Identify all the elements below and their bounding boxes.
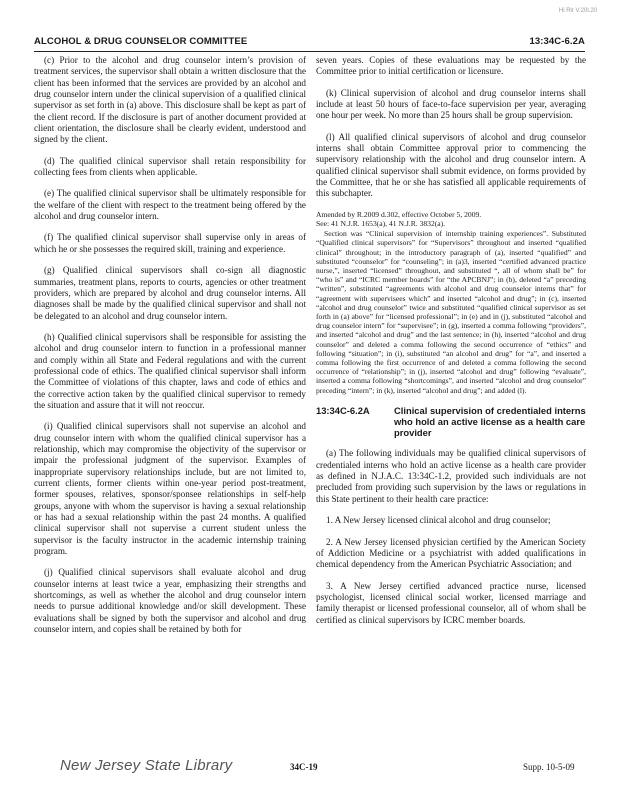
section-item-3: 3. A New Jersey certified advanced practice nurse, licensed psychologist, licensed clinical social worker, licensed marriage and family therapist or licensed professional counselor, all of whom shall be certified as clinical supervisors by ICRC member boards. bbox=[316, 580, 586, 625]
see-note: See: 41 N.J.R. 1653(a), 41 N.J.R. 3832(a). bbox=[316, 218, 446, 228]
archive-stamp: Hi Rlr V.20l.20 bbox=[558, 8, 597, 14]
paragraph-l: (l) All qualified clinical supervisors of alcohol and drug counselor interns shall obtain Committee approval prior to commencing the supervisory relationship with the alcohol and drug counselor intern. A qualified clinical supervisor shall submit evidence, on forms provided by the Committee, that he or she has satisfied all applicable requirements of this subchapter. bbox=[316, 131, 586, 199]
header-section-ref: 13:34C-6.2A bbox=[529, 36, 585, 47]
page-number: 34C-19 bbox=[290, 762, 318, 772]
paragraph-i: (i) Qualified clinical supervisors shall not supervise an alcohol and drug counselor intern with whom the qualified clinical supervisor has a relationship, which may compromise the objectivity of the supervisor or impair the professional judgment of the supervisor. Examples of inappropriate supervisory relationships include, but are not limited to, current clients, former clients within one-year period post-treatment, former spouses, relatives, sponsor/sponsee relationships in self-help groups, anyone with whom the supervisor is having a sexual relationship or has had a sexual relationship within the past 24 months. A qualified clinical supervisor shall not supervise a current student unless the supervisor is the faculty instructor in the academic internship training program. bbox=[34, 421, 306, 557]
paragraph-c: (c) Prior to the alcohol and drug counselor intern’s provision of treatment services, the supervisor shall obtain a written disclosure that the client has been informed that the services are provided by an alcohol and drug counselor intern under the clinical supervision of a qualified clinical supervisor as set forth in (a) above. This disclosure shall be kept as part of the client record. If the disclosure is part of another document provided at client orientation, the disclosure shall be clearly evident, understood and signed by the client. bbox=[34, 55, 306, 145]
left-column bbox=[34, 55, 306, 645]
amended-note: Amended by R.2009 d.302, effective October 5, 2009. bbox=[316, 209, 482, 219]
header-rule bbox=[34, 51, 585, 52]
header-title: ALCOHOL & DRUG COUNSELOR COMMITTEE bbox=[34, 36, 248, 47]
library-watermark: New Jersey State Library bbox=[60, 757, 233, 774]
amendment-notes bbox=[316, 210, 586, 395]
supplement-date: Supp. 10-5-09 bbox=[523, 762, 575, 772]
history-note: Section was “Clinical supervision of internship training experiences”. Substituted “Qualified clinical supervisors” for “Supervisors” throughout and inserted “qualified clinical” throughout; in the introductory paragraph of (a), inserted “qualified” and substituted “counselor” for “counseling”; in (a)3, inserted “certified advanced practice nurse,”, inserted “licensed” throughout, and substituted “, all of whom shall be” for “who is” and “ICRC member boards” for “the APCBNJ”; in (b), deleted “a” preceding “written”, substituted “agreements with alcohol and drug counselor interns that” for “agreement with supervisees which” and inserted “alcohol and drug”; in (c), inserted “alcohol and drug counselor” twice and substituted “qualified clinical supervisor as set forth in (a) above” for “licensed professional”; in (e) and in (j), substituted “alcohol and drug counselor intern” for “supervisee”; in (g), inserted a comma following “providers”, and inserted “alcohol and drug” and the last sentence; in (h), inserted “alcohol and drug counselor” and deleted a comma following the second occurrence of “ethics” and following “situation”; in (i), substituted “an alcohol and drug” for “a”, and inserted a comma following the first occurrence of and deleted a comma following the second occurrence of “relationship”; in (j), inserted “alcohol and drug” following “evaluate”, inserted a comma following “shortcomings”, and inserted “alcohol and drug counselor” preceding “intern”; in (k), inserted “alcohol and drug”; and added (l). bbox=[316, 229, 586, 395]
section-title: Clinical supervision of credentialed interns who hold an active license as a health care provider bbox=[394, 404, 586, 439]
paragraph-g: (g) Qualified clinical supervisors shall co-sign all diagnostic summaries, treatment plans, reports to courts, agencies or other treatment providers, which are prepared by alcohol and drug counselor interns. All diagnoses shall be made by the qualified clinical supervisor and shall not be delegated to an alcohol and drug counselor intern. bbox=[34, 265, 306, 321]
section-heading bbox=[316, 405, 586, 439]
section-item-2: 2. A New Jersey licensed physician certified by the American Society of Addiction Medicine or a psychiatrist with added qualifications in chemical dependency from the American Psychiatric Association; and bbox=[316, 536, 586, 570]
paragraph-k: (k) Clinical supervision of alcohol and drug counselor interns shall include at least 50 hours of face-to-face supervision per year, averaging one hour per week. No more than 25 hours shall be group supervision. bbox=[316, 87, 586, 121]
paragraph-h: (h) Qualified clinical supervisors shall be responsible for assisting the alcohol and drug counselor intern to function in a professional manner and comply within all State and Federal regulations and with the current professional code of ethics. The qualified clinical supervisor shall inform the Committee of violations of this chapter, laws and code of ethics and the corrective action taken by the qualified clinical supervisor to remedy the situation and assure that it will not reoccur. bbox=[34, 331, 306, 410]
paragraph-f: (f) The qualified clinical supervisor shall supervise only in areas of which he or she possesses the required skill, training and experience. bbox=[34, 232, 306, 254]
paragraph-d: (d) The qualified clinical supervisor shall retain responsibility for collecting fees from clients when applicable. bbox=[34, 155, 306, 178]
section-item-1: 1. A New Jersey licensed clinical alcohol and drug counselor; bbox=[326, 515, 551, 526]
running-header bbox=[34, 36, 585, 47]
section-number: 13:34C-6.2A bbox=[316, 404, 370, 416]
paragraph-j: (j) Qualified clinical supervisors shall evaluate alcohol and drug counselor interns at least twice a year, emphasizing their strengths and shortcomings, as well as whether the alcohol and drug counselor intern needs to pursue additional knowledge and/or skill development. These evaluations shall be signed by both the supervisor and alcohol and drug counselor intern, and copies shall be retained by both for bbox=[34, 567, 306, 635]
right-column bbox=[316, 55, 586, 636]
section-paragraph-a: (a) The following individuals may be qualified clinical supervisors of credentialed interns who hold an active license as a health care provider as defined in N.J.A.C. 13:34C-1.2, provided such individuals are not precluded from providing such supervision by the laws or regulations in this State pertinent to their health care practice: bbox=[316, 448, 586, 504]
paragraph-e: (e) The qualified clinical supervisor shall be ultimately responsible for the welfare of the client with respect to the treatment being offered by the alcohol and drug counselor intern. bbox=[34, 188, 306, 222]
paragraph-j-continued: seven years. Copies of these evaluations may be requested by the Committee prior to initial certification or licensure. bbox=[316, 55, 586, 77]
